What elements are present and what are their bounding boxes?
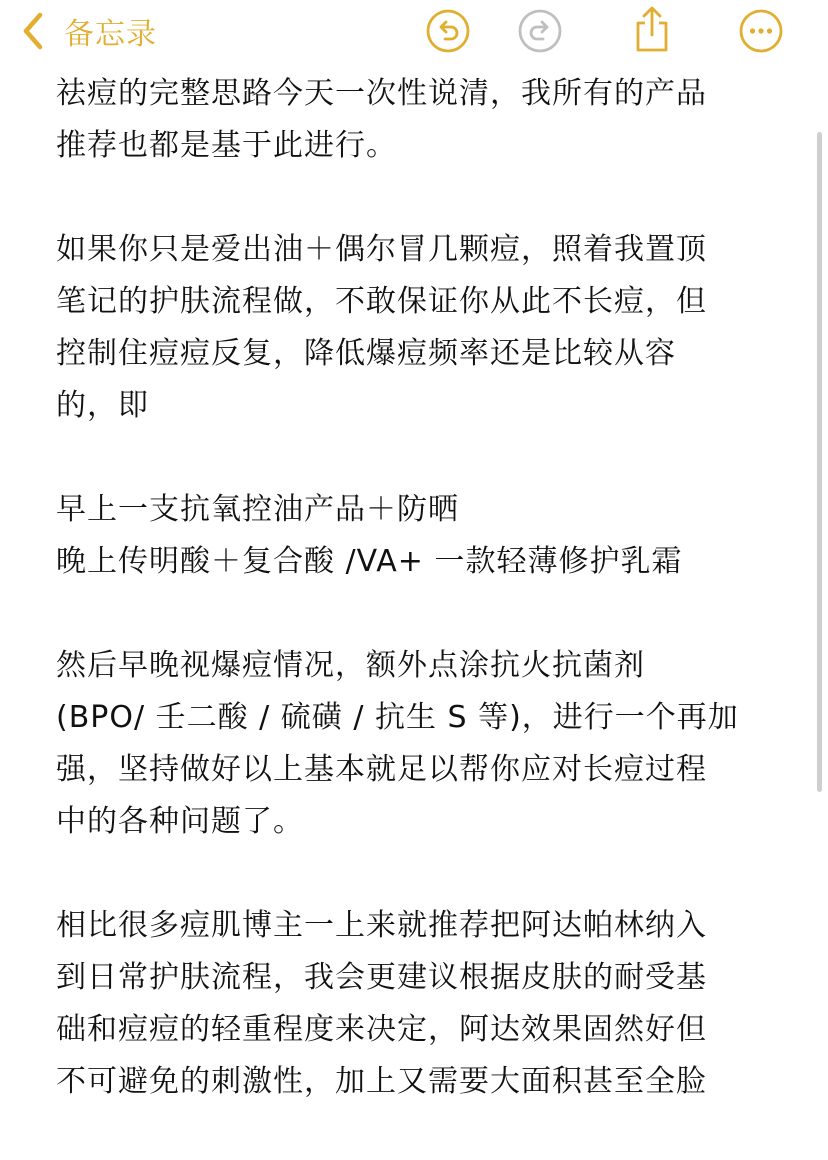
redo-icon[interactable] (517, 8, 563, 54)
chevron-left-icon (20, 11, 48, 51)
share-icon[interactable] (629, 4, 675, 54)
back-label: 备忘录 (64, 17, 157, 52)
note-paragraph: 早上一支抗氧控油产品＋防晒 晚上传明酸＋复合酸 /VA+ 一款轻薄修护乳霜 (56, 492, 683, 579)
note-paragraph: 然后早晚视爆痘情况，额外点涂抗火抗菌剂 (BPO/ 壬二酸 / 硫磺 / 抗生 S 等)，进行一个再加 强，坚持做好以上基本就足以帮你应对长痘过程 中的各种问题了。 (56, 648, 739, 839)
note-paragraph: 祛痘的完整思路今天一次性说清，我所有的产品 推荐也都是基于此进行。 (56, 76, 707, 163)
back-button[interactable] (20, 8, 157, 54)
note-paragraph: 如果你只是爱出油＋偶尔冒几颗痘，照着我置顶 笔记的护肤流程做，不敢保证你从此不长痘，但 控制住痘痘反复，降低爆痘频率还是比较从容 的，即 (56, 232, 707, 423)
note-content[interactable] (56, 68, 772, 1160)
more-icon[interactable] (738, 8, 784, 54)
note-paragraph: 相比很多痘肌博主一上来就推荐把阿达帕林纳入 到日常护肤流程，我会更建议根据皮肤的耐受基 础和痘痘的轻重程度来决定，阿达效果固然好但 不可避免的刺激性，加上又需要大面积甚至全脸 (56, 908, 707, 1099)
scroll-indicator[interactable] (817, 132, 822, 792)
undo-icon[interactable] (425, 8, 471, 54)
navigation-bar (0, 0, 828, 66)
